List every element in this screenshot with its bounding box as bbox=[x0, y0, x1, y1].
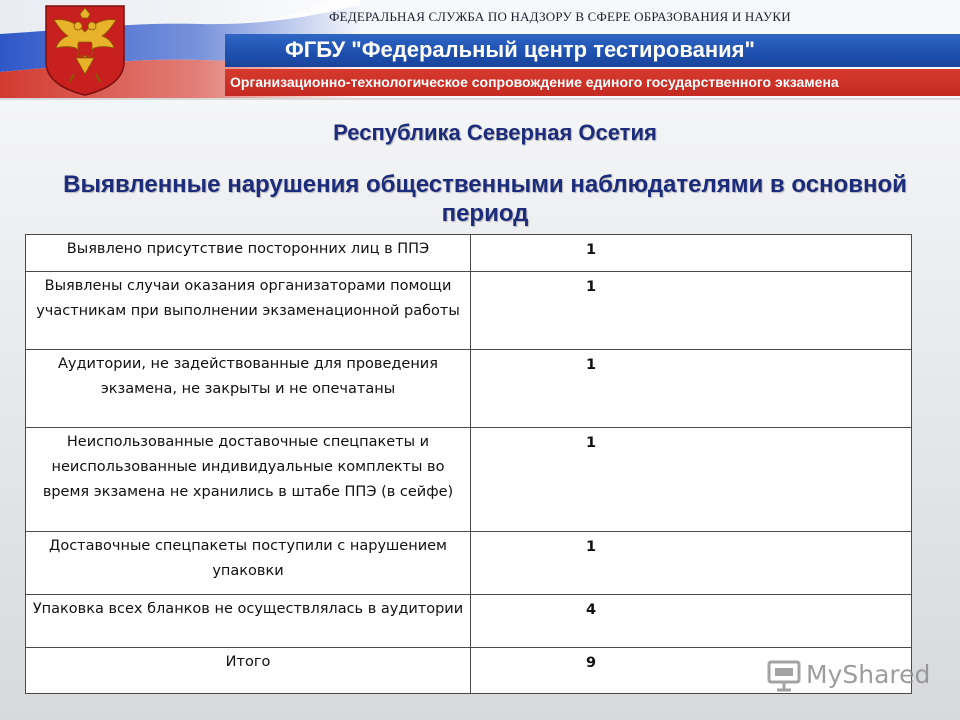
tagline-bar bbox=[225, 69, 960, 96]
violation-label: Выявлено присутствие посторонних лиц в ППЭ bbox=[26, 235, 471, 272]
table-row bbox=[26, 595, 912, 648]
violation-label: Упаковка всех бланков не осуществлялась в аудитории bbox=[26, 595, 471, 648]
watermark-text: MyShared bbox=[806, 660, 931, 689]
violation-count: 1 bbox=[471, 235, 912, 272]
violation-count: 4 bbox=[471, 595, 912, 648]
violation-count: 1 bbox=[471, 272, 912, 350]
table-row bbox=[26, 532, 912, 595]
table-row bbox=[26, 272, 912, 350]
violation-count: 1 bbox=[471, 428, 912, 532]
header-divider bbox=[0, 98, 960, 100]
violation-label: Доставочные спецпакеты поступили с нарушением упаковки bbox=[26, 532, 471, 595]
header-banner bbox=[0, 0, 960, 100]
total-label: Итого bbox=[26, 648, 471, 694]
total-count: 9 bbox=[471, 648, 912, 694]
table-row bbox=[26, 428, 912, 532]
center-name: ФГБУ "Федеральный центр тестирования" bbox=[285, 37, 755, 62]
violations-table bbox=[25, 234, 912, 694]
myshared-watermark bbox=[766, 656, 936, 696]
violation-label: Аудитории, не задействованные для проведения экзамена, не закрыты и не опечатаны bbox=[26, 350, 471, 428]
region-title: Республика Северная Осетия bbox=[333, 120, 657, 145]
table-row bbox=[26, 235, 912, 272]
page-subtitle: Выявленные нарушения общественными наблюдателями в основной период bbox=[63, 171, 907, 227]
tagline: Организационно-технологическое сопровождение единого государственного экзамена bbox=[230, 74, 839, 90]
projector-screen-icon bbox=[766, 658, 802, 694]
violation-label: Неиспользованные доставочные спецпакеты и неиспользованные индивидуальные комплекты во время экзамена не хранились в штабе ППЭ (в сейфе) bbox=[26, 428, 471, 532]
violation-count: 1 bbox=[471, 350, 912, 428]
table-row bbox=[26, 350, 912, 428]
violation-label: Выявлены случаи оказания организаторами помощи участникам при выполнении экзаменационной работы bbox=[26, 272, 471, 350]
center-name-bar bbox=[225, 34, 960, 67]
russian-coat-of-arms-icon bbox=[40, 2, 130, 96]
violation-count: 1 bbox=[471, 532, 912, 595]
agency-name: ФЕДЕРАЛЬНАЯ СЛУЖБА ПО НАДЗОРУ В СФЕРЕ ОБРАЗОВАНИЯ И НАУКИ bbox=[329, 9, 791, 24]
